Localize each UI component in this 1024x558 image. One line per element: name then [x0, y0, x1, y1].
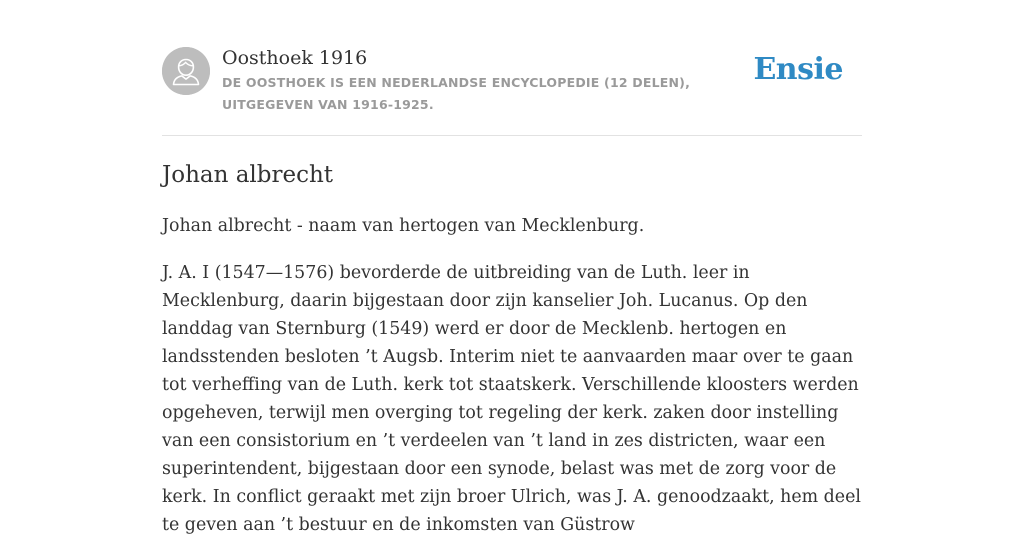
article-title: Johan albrecht — [162, 162, 334, 188]
source-header — [162, 46, 862, 116]
article-paragraph: J. A. I (1547—1576) bevorderde de uitbreiding van de Luth. leer in Mecklenburg, daarin bijgestaan door zijn kanselier Joh. Lucanus. Op den landdag van Sternburg (1549) werd er door de Mecklenb. hertogen en landsstenden besloten ’t Augsb. Interim niet te aanvaarden maar over te gaan tot verheffing van de Luth. kerk tot staatskerk. Verschillende kloosters werden opgeheven, terwijl men overging tot regeling der kerk. zaken door instelling van een consistorium en ’t verdeelen van ’t land in zes districten, waar een superintendent, bijgestaan door een synode, belast was met de zorg voor de kerk. In conflict geraakt met zijn broer Ulrich, was J. A. genoodzaakt, hem deel te geven aan ’t bestuur en de inkomsten van Güstrow — [162, 263, 861, 535]
source-title[interactable]: Oosthoek 1916 — [222, 47, 368, 69]
divider — [162, 135, 862, 136]
article-body — [162, 212, 862, 558]
source-description: DE OOSTHOEK IS EEN NEDERLANDSE ENCYCLOPEDIE (12 DELEN), UITGEGEVEN VAN 1916-1925. — [222, 75, 691, 112]
user-placeholder-icon — [162, 47, 210, 95]
brand-logo[interactable]: Ensie — [753, 52, 843, 87]
article-intro: Johan albrecht - naam van hertogen van Mecklenburg. — [162, 216, 645, 236]
avatar[interactable] — [162, 47, 210, 95]
